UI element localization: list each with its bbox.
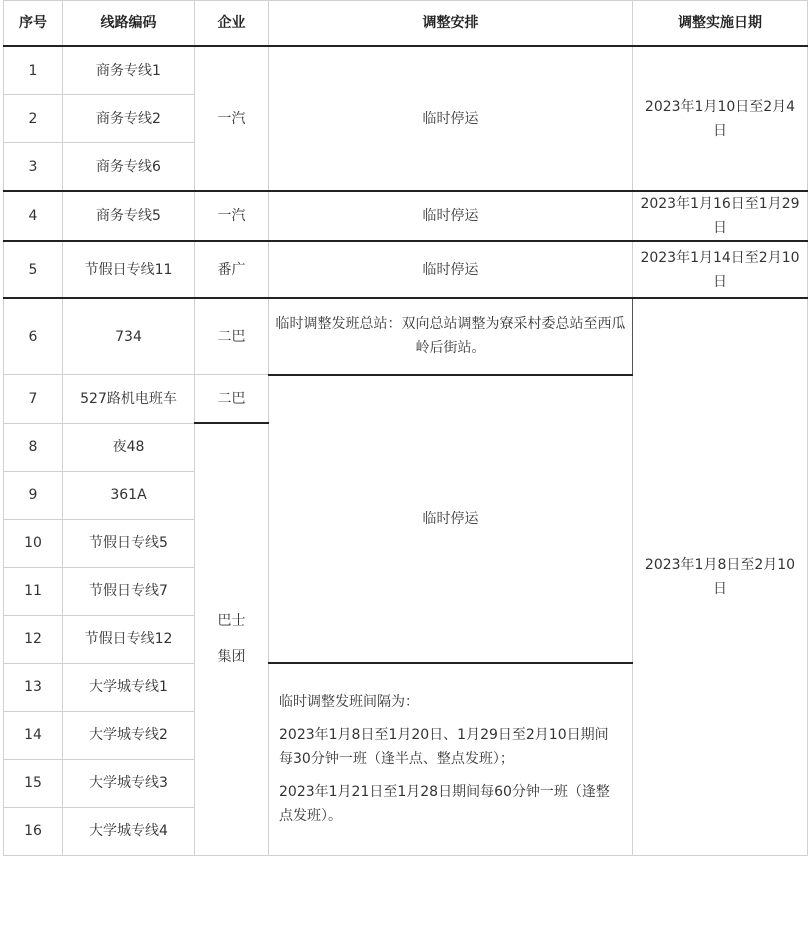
table-row — [4, 298, 808, 375]
seq-cell: 3 — [4, 143, 63, 192]
table-row — [4, 191, 808, 241]
interval-note-period-1: 2023年1月8日至1月20日、1月29日至2月10日期间每30分钟一班（逢半点、整点发班）； — [279, 727, 609, 768]
route-cell: 夜48 — [63, 423, 195, 471]
route-cell: 734 — [63, 298, 195, 375]
seq-cell: 1 — [4, 46, 63, 95]
header-seq: 序号 — [4, 1, 63, 47]
arrangement-cell: 临时调整发班总站：双向总站调整为寮采村委总站至西瓜岭后街站。 — [269, 298, 633, 375]
route-cell: 商务专线5 — [63, 191, 195, 241]
seq-cell: 4 — [4, 191, 63, 241]
company-label: 巴士集团 — [217, 613, 246, 666]
arrangement-cell: 临时停运 — [269, 46, 633, 191]
seq-cell: 16 — [4, 807, 63, 855]
table-row — [4, 46, 808, 95]
seq-cell: 13 — [4, 663, 63, 711]
table-row — [4, 241, 808, 298]
route-cell: 361A — [63, 471, 195, 519]
header-row — [4, 1, 808, 47]
arrangement-cell: 临时停运 — [269, 241, 633, 298]
seq-cell: 14 — [4, 711, 63, 759]
company-cell: 一汽 — [195, 46, 269, 191]
header-arrangement: 调整安排 — [269, 1, 633, 47]
company-cell: 番广 — [195, 241, 269, 298]
header-company: 企业 — [195, 1, 269, 47]
seq-cell: 15 — [4, 759, 63, 807]
date-cell: 2023年1月10日至2月4日 — [633, 46, 808, 191]
seq-cell: 10 — [4, 519, 63, 567]
route-cell: 大学城专线3 — [63, 759, 195, 807]
seq-cell: 5 — [4, 241, 63, 298]
route-cell: 节假日专线12 — [63, 615, 195, 663]
route-adjustment-table — [3, 0, 808, 856]
seq-cell: 8 — [4, 423, 63, 471]
seq-cell: 6 — [4, 298, 63, 375]
company-cell: 一汽 — [195, 191, 269, 241]
route-cell: 节假日专线5 — [63, 519, 195, 567]
arrangement-cell — [269, 663, 633, 855]
route-cell: 大学城专线1 — [63, 663, 195, 711]
route-cell: 节假日专线7 — [63, 567, 195, 615]
route-cell: 商务专线1 — [63, 46, 195, 95]
header-date: 调整实施日期 — [633, 1, 808, 47]
route-cell: 大学城专线4 — [63, 807, 195, 855]
seq-cell: 2 — [4, 95, 63, 143]
company-cell — [195, 423, 269, 855]
route-cell: 527路机电班车 — [63, 375, 195, 424]
company-cell: 二巴 — [195, 298, 269, 375]
header-route: 线路编码 — [63, 1, 195, 47]
date-cell: 2023年1月8日至2月10日 — [633, 298, 808, 855]
seq-cell: 11 — [4, 567, 63, 615]
route-cell: 节假日专线11 — [63, 241, 195, 298]
date-cell: 2023年1月16日至1月29日 — [633, 191, 808, 241]
seq-cell: 7 — [4, 375, 63, 424]
company-cell: 二巴 — [195, 375, 269, 424]
seq-cell: 9 — [4, 471, 63, 519]
seq-cell: 12 — [4, 615, 63, 663]
interval-note-period-2: 2023年1月21日至1月28日期间每60分钟一班（逢整点发班）。 — [279, 784, 610, 825]
route-cell: 大学城专线2 — [63, 711, 195, 759]
interval-note-title: 临时调整发班间隔为： — [279, 694, 419, 711]
date-cell: 2023年1月14日至2月10日 — [633, 241, 808, 298]
route-cell: 商务专线2 — [63, 95, 195, 143]
arrangement-cell: 临时停运 — [269, 191, 633, 241]
arrangement-cell: 临时停运 — [269, 375, 633, 664]
route-cell: 商务专线6 — [63, 143, 195, 192]
